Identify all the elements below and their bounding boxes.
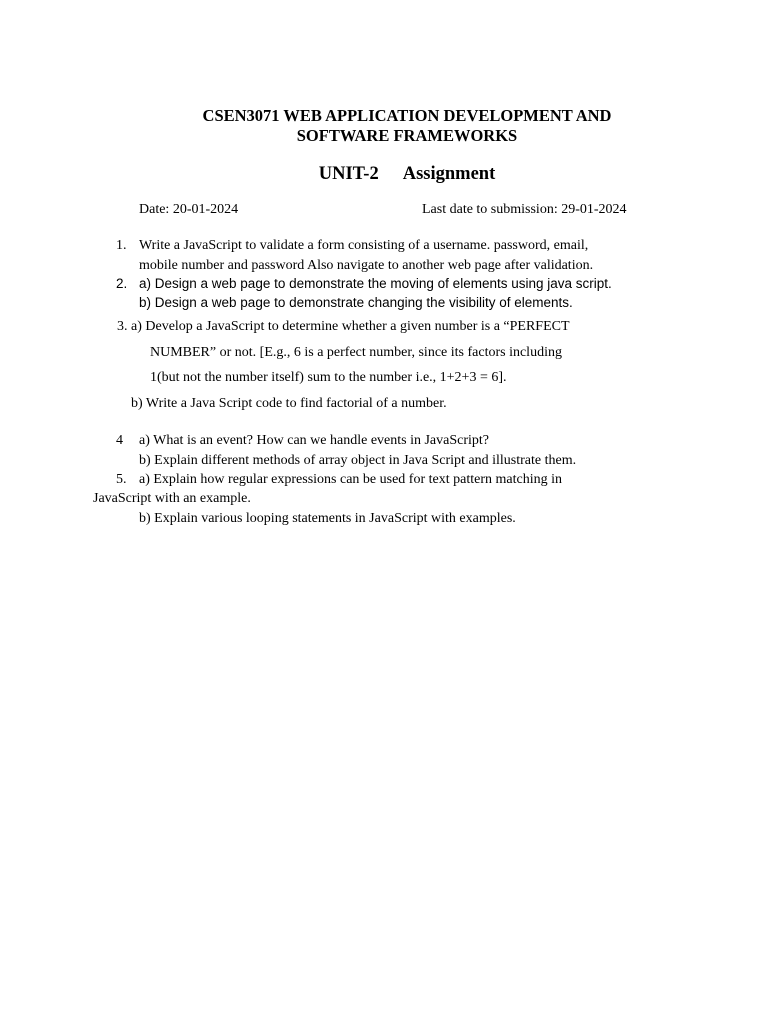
- q1-number: 1.: [116, 238, 127, 253]
- course-title-line-2: SOFTWARE FRAMEWORKS: [296, 126, 518, 145]
- q5-part-a-line-1: a) Explain how regular expressions can be used for text pattern matching in: [139, 472, 562, 487]
- unit-heading: [0, 163, 768, 185]
- unit-label: UNIT-2: [318, 164, 379, 184]
- submission-deadline: Last date to submission: 29-01-2024: [422, 202, 627, 217]
- q3-part-b: b) Write a Java Script code to find factorial of a number.: [131, 396, 447, 411]
- q5-part-b: b) Explain various looping statements in JavaScript with examples.: [139, 511, 516, 526]
- issue-date: Date: 20-01-2024: [139, 202, 239, 217]
- q2-part-a: a) Design a web page to demonstrate the moving of elements using java script.: [139, 276, 612, 291]
- q1-line-2: mobile number and password Also navigate to another web page after validation.: [139, 258, 594, 273]
- q2-part-b: b) Design a web page to demonstrate changing the visibility of elements.: [139, 295, 573, 310]
- q3-line-2: NUMBER” or not. [E.g., 6 is a perfect number, since its factors including: [150, 345, 562, 360]
- assignment-label: Assignment: [402, 164, 496, 184]
- q4-number: 4: [116, 433, 123, 448]
- course-title-line-1: CSEN3071 WEB APPLICATION DEVELOPMENT AND: [202, 106, 612, 125]
- q5-number: 5.: [116, 472, 127, 487]
- q4-part-b: b) Explain different methods of array object in Java Script and illustrate them.: [139, 453, 577, 468]
- q3-line-1: 3. a) Develop a JavaScript to determine whether a given number is a “PERFECT: [117, 319, 570, 334]
- q5-part-a-line-2: JavaScript with an example.: [93, 491, 251, 506]
- q4-part-a: a) What is an event? How can we handle events in JavaScript?: [139, 433, 489, 448]
- q1-line-1: Write a JavaScript to validate a form consisting of a username. password, email,: [139, 238, 589, 253]
- q3-line-3: 1(but not the number itself) sum to the number i.e., 1+2+3 = 6].: [150, 370, 507, 385]
- q2-number: 2.: [116, 276, 128, 291]
